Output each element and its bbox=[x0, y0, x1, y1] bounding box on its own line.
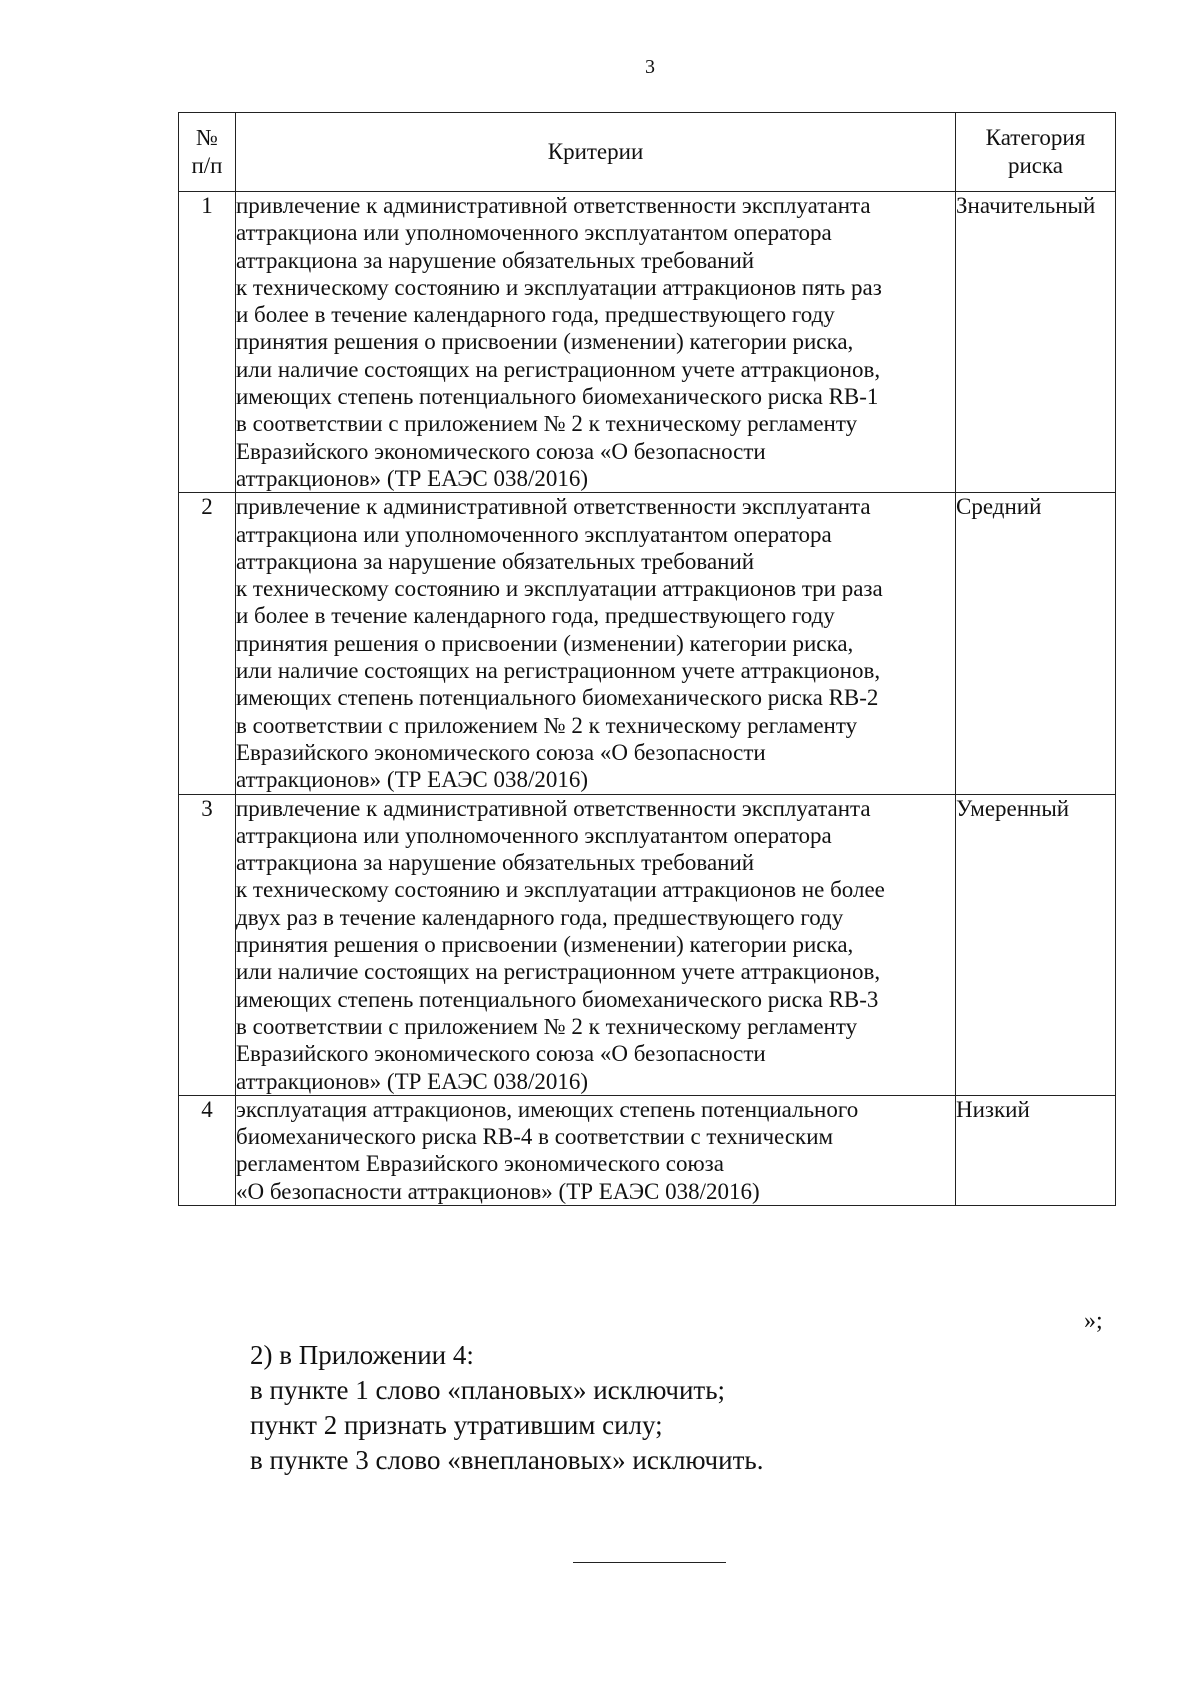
end-rule bbox=[573, 1562, 726, 1563]
criteria-line: аттракциона или уполномоченного эксплуатантом оператора bbox=[236, 521, 832, 547]
criteria-line: аттракционов» (ТР ЕАЭС 038/2016) bbox=[236, 1068, 589, 1094]
criteria-line: привлечение к административной ответственности эксплуатанта bbox=[236, 795, 871, 821]
criteria-line: и более в течение календарного года, предшествующего году bbox=[236, 603, 835, 629]
criteria-line: регламентом Евразийского экономического союза bbox=[236, 1151, 724, 1177]
row-criteria bbox=[236, 794, 956, 1095]
criteria-line: принятия решения о присвоении (изменении) категории риска, bbox=[236, 630, 854, 656]
criteria-line: двух раз в течение календарного года, предшествующего году bbox=[236, 904, 844, 930]
header-category bbox=[956, 113, 1116, 192]
header-criteria-line: Критерии bbox=[547, 139, 644, 164]
criteria-line: привлечение к административной ответственности эксплуатанта bbox=[236, 494, 871, 520]
table-body bbox=[179, 192, 1116, 1206]
table-row bbox=[179, 794, 1116, 1095]
closing-quote: »; bbox=[1084, 1308, 1103, 1334]
criteria-line: в соответствии с приложением № 2 к техническому регламенту bbox=[236, 712, 858, 738]
criteria-line: аттракционов» (ТР ЕАЭС 038/2016) bbox=[236, 767, 589, 793]
table-row bbox=[179, 493, 1116, 794]
header-category-line: риска bbox=[1007, 153, 1064, 178]
table-header-row bbox=[179, 113, 1116, 192]
criteria-line: или наличие состоящих на регистрационном учете аттракционов, bbox=[236, 356, 881, 382]
amendment-line: пункт 2 признать утратившим силу; bbox=[250, 1410, 663, 1440]
header-number-line: п/п bbox=[191, 153, 223, 178]
row-number: 1 bbox=[179, 192, 236, 493]
criteria-line: к техническому состоянию и эксплуатации аттракционов пять раз bbox=[236, 274, 882, 300]
header-number-line: № bbox=[196, 125, 218, 150]
criteria-line: Евразийского экономического союза «О безопасности bbox=[236, 438, 766, 464]
table-row bbox=[179, 1095, 1116, 1205]
row-criteria bbox=[236, 493, 956, 794]
criteria-line: имеющих степень потенциального биомеханического риска RB-1 bbox=[236, 384, 879, 410]
amendment-line: в пункте 3 слово «внеплановых» исключить. bbox=[250, 1445, 764, 1475]
page-number: 3 bbox=[645, 56, 655, 78]
criteria-line: аттракциона или уполномоченного эксплуатантом оператора bbox=[236, 822, 832, 848]
criteria-line: аттракциона за нарушение обязательных требований bbox=[236, 548, 755, 574]
criteria-line: аттракционов» (ТР ЕАЭС 038/2016) bbox=[236, 465, 589, 491]
criteria-line: Евразийского экономического союза «О безопасности bbox=[236, 1041, 766, 1067]
header-number bbox=[179, 113, 236, 192]
criteria-line: в соответствии с приложением № 2 к техническому регламенту bbox=[236, 1013, 858, 1039]
row-criteria bbox=[236, 1095, 956, 1205]
row-risk-category: Умеренный bbox=[956, 794, 1116, 1095]
criteria-line: в соответствии с приложением № 2 к техническому регламенту bbox=[236, 411, 858, 437]
row-number: 4 bbox=[179, 1095, 236, 1205]
amendment-line: 2) в Приложении 4: bbox=[250, 1340, 474, 1370]
amendments-block bbox=[250, 1338, 763, 1478]
amendment-line: в пункте 1 слово «плановых» исключить; bbox=[250, 1375, 726, 1405]
criteria-line: аттракциона за нарушение обязательных требований bbox=[236, 247, 755, 273]
risk-criteria-table bbox=[178, 112, 1116, 1206]
header-criteria bbox=[236, 113, 956, 192]
row-criteria bbox=[236, 192, 956, 493]
criteria-line: или наличие состоящих на регистрационном учете аттракционов, bbox=[236, 959, 881, 985]
row-number: 3 bbox=[179, 794, 236, 1095]
criteria-line: к техническому состоянию и эксплуатации аттракционов три раза bbox=[236, 576, 883, 602]
header-category-line: Категория bbox=[985, 125, 1086, 150]
criteria-line: имеющих степень потенциального биомеханического риска RB-3 bbox=[236, 986, 879, 1012]
criteria-line: аттракциона за нарушение обязательных требований bbox=[236, 850, 755, 876]
table-row bbox=[179, 192, 1116, 493]
criteria-line: Евразийского экономического союза «О безопасности bbox=[236, 739, 766, 765]
row-risk-category: Средний bbox=[956, 493, 1116, 794]
criteria-line: принятия решения о присвоении (изменении) категории риска, bbox=[236, 932, 854, 958]
row-number: 2 bbox=[179, 493, 236, 794]
criteria-line: привлечение к административной ответственности эксплуатанта bbox=[236, 193, 871, 218]
criteria-line: эксплуатация аттракционов, имеющих степень потенциального bbox=[236, 1096, 859, 1122]
row-risk-category: Значительный bbox=[956, 192, 1116, 493]
criteria-line: к техническому состоянию и эксплуатации аттракционов не более bbox=[236, 877, 885, 903]
row-risk-category: Низкий bbox=[956, 1095, 1116, 1205]
criteria-line: «О безопасности аттракционов» (ТР ЕАЭС 038/2016) bbox=[236, 1178, 760, 1204]
criteria-line: аттракциона или уполномоченного эксплуатантом оператора bbox=[236, 220, 832, 246]
criteria-line: и более в течение календарного года, предшествующего году bbox=[236, 302, 835, 328]
criteria-line: или наличие состоящих на регистрационном учете аттракционов, bbox=[236, 658, 881, 684]
criteria-line: имеющих степень потенциального биомеханического риска RB-2 bbox=[236, 685, 879, 711]
criteria-line: принятия решения о присвоении (изменении) категории риска, bbox=[236, 329, 854, 355]
criteria-line: биомеханического риска RB-4 в соответствии с техническим bbox=[236, 1124, 834, 1150]
